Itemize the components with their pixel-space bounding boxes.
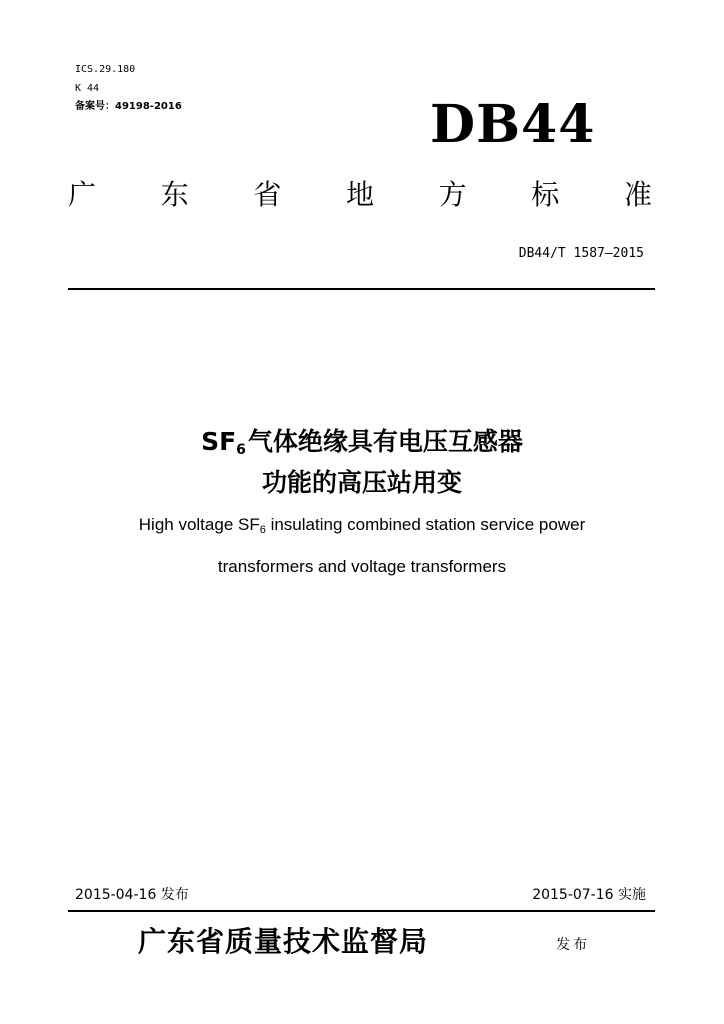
standard-type-char: 省 (253, 178, 282, 211)
title-en-line1 (0, 514, 724, 541)
title-cn-prefix: SF (201, 427, 237, 456)
standard-type-char: 方 (438, 178, 467, 211)
issuing-authority: 广东省质量技术监督局 (138, 925, 429, 958)
db44-logo: DB44 (430, 94, 596, 155)
title-en-rest: insulating combined station service power (265, 515, 586, 534)
title-en-prefix: High voltage SF (138, 515, 260, 534)
title-en-line2: transformers and voltage transformers (217, 557, 507, 576)
title-en-subscript: 6 (259, 524, 266, 536)
ics-code: ICS.29.180 (75, 64, 136, 75)
footer-divider (68, 910, 655, 912)
implement-date: 2015-07-16 实施 (532, 887, 646, 903)
issue-date: 2015-04-16 发布 (75, 887, 189, 903)
title-cn-line1 (0, 425, 724, 467)
standard-number: DB44/T 1587—2015 (518, 246, 644, 261)
ccs-code: K 44 (75, 83, 100, 94)
standard-type-char: 准 (623, 178, 652, 211)
issue-label: 发布 (556, 937, 590, 953)
standard-type-char: 东 (160, 178, 189, 211)
title-cn-line2: 功能的高压站用变 (261, 468, 462, 497)
title-cn-subscript: 6 (236, 442, 246, 458)
header-divider (68, 288, 655, 290)
title-cn-rest: 气体绝缘具有电压互感器 (247, 427, 523, 456)
standard-type-char: 地 (345, 178, 374, 211)
standard-type (68, 178, 652, 212)
filing-number: 备案号：49198-2016 (75, 101, 182, 112)
standard-type-char: 标 (531, 178, 560, 211)
standard-type-char: 广 (68, 178, 97, 211)
